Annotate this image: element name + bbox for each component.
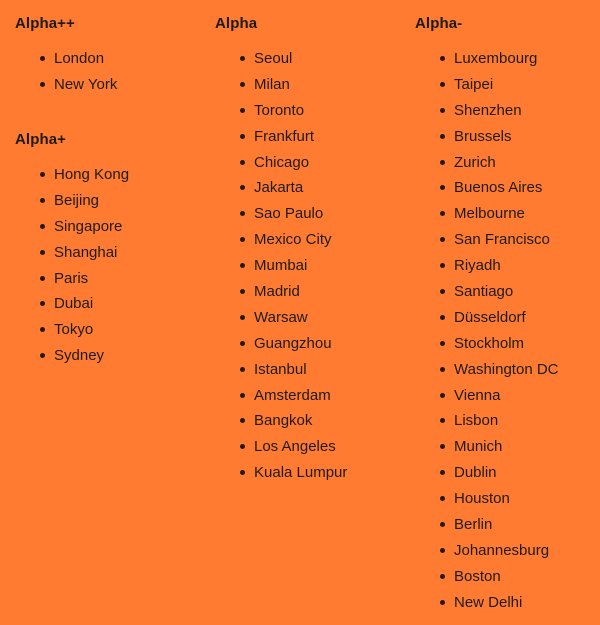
tier-heading: Alpha-: [415, 15, 463, 32]
city-list-item: Warsaw: [215, 308, 410, 334]
city-list-item: New Delhi: [415, 593, 600, 619]
city-list-item: Tokyo: [15, 320, 210, 346]
city-list-item: Santiago: [415, 282, 600, 308]
tier-alpha-plus: [15, 129, 210, 372]
city-list-item: Dubai: [15, 294, 210, 320]
city-list-item: Düsseldorf: [415, 308, 600, 334]
city-list-item: Seoul: [215, 49, 410, 75]
city-list-item: Munich: [415, 437, 600, 463]
city-list-item: Vienna: [415, 386, 600, 412]
city-list: [15, 165, 210, 372]
tier-alpha-minus: [415, 13, 600, 619]
city-list-item: Singapore: [15, 217, 210, 243]
city-list-item: Shenzhen: [415, 101, 600, 127]
city-list-item: Shanghai: [15, 243, 210, 269]
city-list-item: Amsterdam: [215, 386, 410, 412]
city-list-item: Toronto: [215, 101, 410, 127]
city-list-item: Kuala Lumpur: [215, 463, 410, 489]
city-list-item: Sao Paulo: [215, 204, 410, 230]
city-list-item: Sydney: [15, 346, 210, 372]
city-list-item: Paris: [15, 269, 210, 295]
city-list-item: Riyadh: [415, 256, 600, 282]
city-list-item: Houston: [415, 489, 600, 515]
city-list: [15, 49, 210, 101]
city-list-item: Zurich: [415, 153, 600, 179]
city-list-item: Mexico City: [215, 230, 410, 256]
city-list-item: Melbourne: [415, 204, 600, 230]
city-list-item: Taipei: [415, 75, 600, 101]
city-list-item: Hong Kong: [15, 165, 210, 191]
city-list-item: Los Angeles: [215, 437, 410, 463]
city-list-item: Brussels: [415, 127, 600, 153]
city-list-item: Istanbul: [215, 360, 410, 386]
city-list-item: London: [15, 49, 210, 75]
city-list-item: Stockholm: [415, 334, 600, 360]
tier-heading: Alpha: [215, 15, 258, 32]
city-list-item: Dublin: [415, 463, 600, 489]
city-list-item: Berlin: [415, 515, 600, 541]
city-list-item: Bangkok: [215, 411, 410, 437]
city-list-item: New York: [15, 75, 210, 101]
city-list: [215, 49, 410, 489]
city-list-item: Guangzhou: [215, 334, 410, 360]
city-list-item: Milan: [215, 75, 410, 101]
tier-heading: Alpha++: [15, 15, 75, 32]
tier-alpha: [215, 13, 410, 489]
tier-alpha-plus-plus: [15, 13, 210, 101]
city-list-item: Mumbai: [215, 256, 410, 282]
city-list-item: San Francisco: [415, 230, 600, 256]
city-list-item: Buenos Aires: [415, 178, 600, 204]
city-list-item: Beijing: [15, 191, 210, 217]
city-list-item: Madrid: [215, 282, 410, 308]
city-list-item: Chicago: [215, 153, 410, 179]
city-list-item: Johannesburg: [415, 541, 600, 567]
city-list-item: Luxembourg: [415, 49, 600, 75]
city-list: [415, 49, 600, 619]
city-list-item: Frankfurt: [215, 127, 410, 153]
city-list-item: Lisbon: [415, 411, 600, 437]
city-list-item: Washington DC: [415, 360, 600, 386]
city-list-item: Boston: [415, 567, 600, 593]
tier-heading: Alpha+: [15, 131, 67, 148]
city-list-item: Jakarta: [215, 178, 410, 204]
